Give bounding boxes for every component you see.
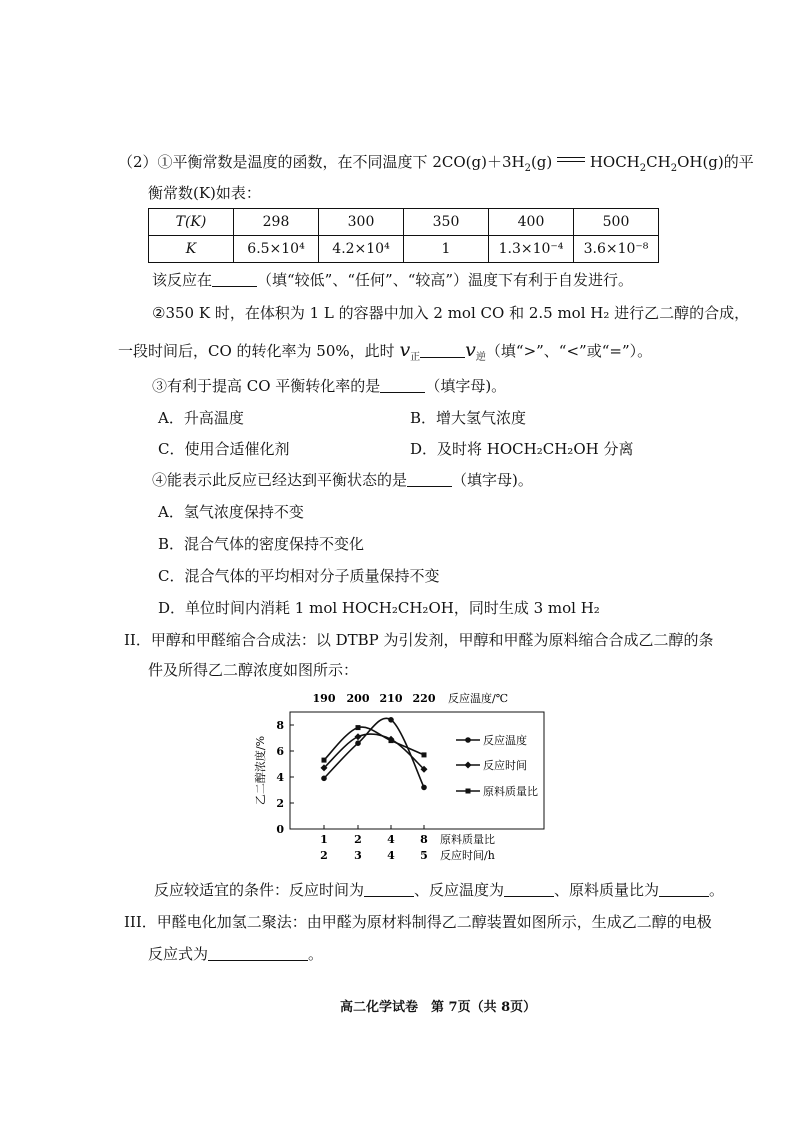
- series-temperature-point: [388, 717, 394, 723]
- bottom-tick-label-ratio: 4: [387, 833, 395, 846]
- part3-text-post: 。: [308, 945, 324, 963]
- table-cell: 1: [404, 236, 489, 263]
- table-row-temperature: [149, 209, 659, 236]
- answer-blank[interactable]: [504, 882, 554, 897]
- legend-series-time-point: [465, 762, 472, 769]
- part2-line1: II．甲醇和甲醛缩合合成法：以 DTBP 为引发剂，甲醇和甲醛为原料缩合合成乙二醇的条: [124, 631, 714, 649]
- series-ratio-point: [422, 752, 427, 757]
- part3-line2: [148, 944, 323, 964]
- answer-blank[interactable]: [212, 272, 257, 287]
- table-header-k: K: [185, 241, 197, 257]
- series-temperature-point: [421, 785, 427, 791]
- y-axis-label: 乙二醇浓度/%: [254, 735, 267, 806]
- bottom-axis-label-ratio: 原料质量比: [440, 833, 495, 846]
- part2-line2: 件及所得乙二醇浓度如图所示：: [148, 661, 359, 679]
- q2-intro-text-a: （2）①平衡常数是温度的函数，在不同温度下 2CO(g)＋3H: [118, 153, 525, 171]
- h2-subscript: 2: [524, 163, 531, 174]
- bottom-tick-label-time: 4: [387, 849, 395, 862]
- bottom-tick-label-ratio: 2: [354, 833, 362, 846]
- part2-q-text-post: 。: [709, 881, 725, 899]
- table-cell: 500: [574, 209, 659, 236]
- part2-q-text-pre: 反应较适宜的条件：反应时间为: [154, 881, 365, 899]
- q2-4-text-pre: ④能表示此反应已经达到平衡状态的是: [152, 471, 408, 489]
- q2-intro: [118, 152, 754, 172]
- q2-2-line2: [118, 340, 652, 361]
- q2-3-stem: [152, 376, 506, 396]
- answer-blank[interactable]: [407, 472, 452, 487]
- series-ratio-point: [389, 738, 394, 743]
- series-temperature-point: [321, 776, 327, 782]
- part2-q-text-mid2: 、原料质量比为: [554, 881, 660, 899]
- q2-4-option-c: C．混合气体的平均相对分子质量保持不变: [158, 567, 440, 585]
- series-ratio-point: [356, 725, 361, 730]
- y-tick-label: 0: [276, 823, 284, 836]
- bottom-tick-label-ratio: 8: [420, 833, 428, 846]
- series-time-point: [355, 733, 362, 740]
- q2-2-text-post: （填“>”、“<”或“=”）。: [485, 342, 653, 360]
- bottom-tick-label-ratio: 1: [320, 833, 328, 846]
- table-cell: 6.5×10⁴: [234, 236, 319, 263]
- table-cell: 298: [234, 209, 319, 236]
- series-temperature-point: [355, 740, 361, 746]
- bottom-tick-label-time: 2: [320, 849, 328, 862]
- legend-series-temperature-point: [465, 737, 471, 743]
- series-ratio-point: [322, 758, 327, 763]
- table-cell: 400: [489, 209, 574, 236]
- part3-line1: III．甲醛电化加氢二聚法：由甲醛为原材料制得乙二醇装置如图所示，生成乙二醇的电极: [124, 913, 712, 931]
- q2-1-text-pre: 该反应在: [152, 271, 213, 289]
- bottom-axis-label-time: 反应时间/h: [440, 849, 495, 862]
- q2-intro-line2: 衡常数(K)如表：: [148, 184, 261, 202]
- page-footer: 高二化学试卷 第 7页（共 8页）: [340, 1000, 537, 1015]
- q2-1-text-post: （填“较低”、“任何”、“较高”）温度下有利于自发进行。: [257, 271, 634, 289]
- q2-4-option-a: A．氢气浓度保持不变: [158, 503, 304, 521]
- answer-blank[interactable]: [380, 378, 425, 393]
- answer-blank[interactable]: [208, 946, 308, 961]
- top-tick-label: 190: [312, 692, 336, 705]
- q2-3-option-c: C．使用合适催化剂: [158, 440, 290, 458]
- y-tick-label: 4: [276, 771, 284, 784]
- part2-q-text-mid1: 、反应温度为: [414, 881, 505, 899]
- q2-3-option-a: A．升高温度: [158, 409, 244, 427]
- bottom-tick-label-time: 5: [420, 849, 428, 862]
- equilibrium-arrow-icon: [557, 155, 585, 165]
- q2-4-text-post: （填字母)。: [452, 471, 533, 489]
- series-ratio-line: [324, 727, 424, 760]
- table-row-k: [149, 236, 659, 263]
- legend-label: 反应时间: [483, 759, 527, 772]
- top-tick-label: 200: [346, 692, 370, 705]
- q2-intro-text-e: OH(g)的平: [677, 153, 754, 171]
- answer-blank[interactable]: [420, 343, 465, 358]
- equilibrium-constant-table: [148, 208, 659, 263]
- answer-blank[interactable]: [659, 882, 709, 897]
- legend-series-ratio-point: [466, 789, 471, 794]
- q2-intro-text-d: CH: [646, 153, 671, 171]
- table-cell: 1.3×10⁻⁴: [489, 236, 574, 263]
- top-axis-label: 反应温度/℃: [448, 692, 509, 705]
- answer-blank[interactable]: [364, 882, 414, 897]
- legend-label: 反应温度: [483, 734, 527, 747]
- y-tick-label: 8: [276, 719, 284, 732]
- table-cell: 3.6×10⁻⁸: [574, 236, 659, 263]
- q2-4-option-d: D．单位时间内消耗 1 mol HOCH₂CH₂OH，同时生成 3 mol H₂: [158, 599, 600, 617]
- part2-question: [154, 880, 724, 900]
- ch2-subscript-1: 2: [639, 163, 647, 174]
- y-tick-label: 2: [276, 797, 284, 810]
- q2-4-option-b: B．混合气体的密度保持不变化: [158, 535, 365, 553]
- part3-text-pre: 反应式为: [148, 945, 209, 963]
- top-tick-label: 220: [412, 692, 436, 705]
- q2-3-text-post: （填字母)。: [425, 377, 507, 395]
- table-cell: 350: [404, 209, 489, 236]
- subscript-forward: 正: [410, 352, 421, 363]
- v-reverse-symbol: v: [465, 339, 476, 361]
- q2-4-stem: [152, 470, 533, 490]
- q2-1-question: [152, 270, 633, 290]
- q2-2-line1: ②350 K 时，在体积为 1 L 的容器中加入 2 mol CO 和 2.5 mol H₂ 进行乙二醇的合成，: [152, 304, 750, 322]
- concentration-chart: [248, 684, 568, 869]
- legend-label: 原料质量比: [483, 785, 538, 798]
- q2-2-text-pre: 一段时间后，CO 的转化率为 50%，此时: [118, 342, 395, 360]
- q2-3-option-b: B．增大氢气浓度: [410, 409, 527, 427]
- q2-intro-text-c: HOCH: [589, 153, 640, 171]
- q2-3-text-pre: ③有利于提高 CO 平衡转化率的是: [152, 377, 381, 395]
- table-cell: 300: [319, 209, 404, 236]
- top-tick-label: 210: [379, 692, 403, 705]
- q2-3-option-d: D．及时将 HOCH₂CH₂OH 分离: [410, 440, 634, 458]
- y-tick-label: 6: [276, 745, 284, 758]
- q2-intro-text-b: (g): [530, 153, 553, 171]
- table-header-t: T(K): [175, 214, 207, 230]
- bottom-tick-label-time: 3: [354, 849, 362, 862]
- subscript-reverse: 逆: [475, 352, 486, 363]
- v-forward-symbol: v: [399, 339, 411, 361]
- ch2-subscript-2: 2: [670, 163, 678, 174]
- table-cell: 4.2×10⁴: [319, 236, 404, 263]
